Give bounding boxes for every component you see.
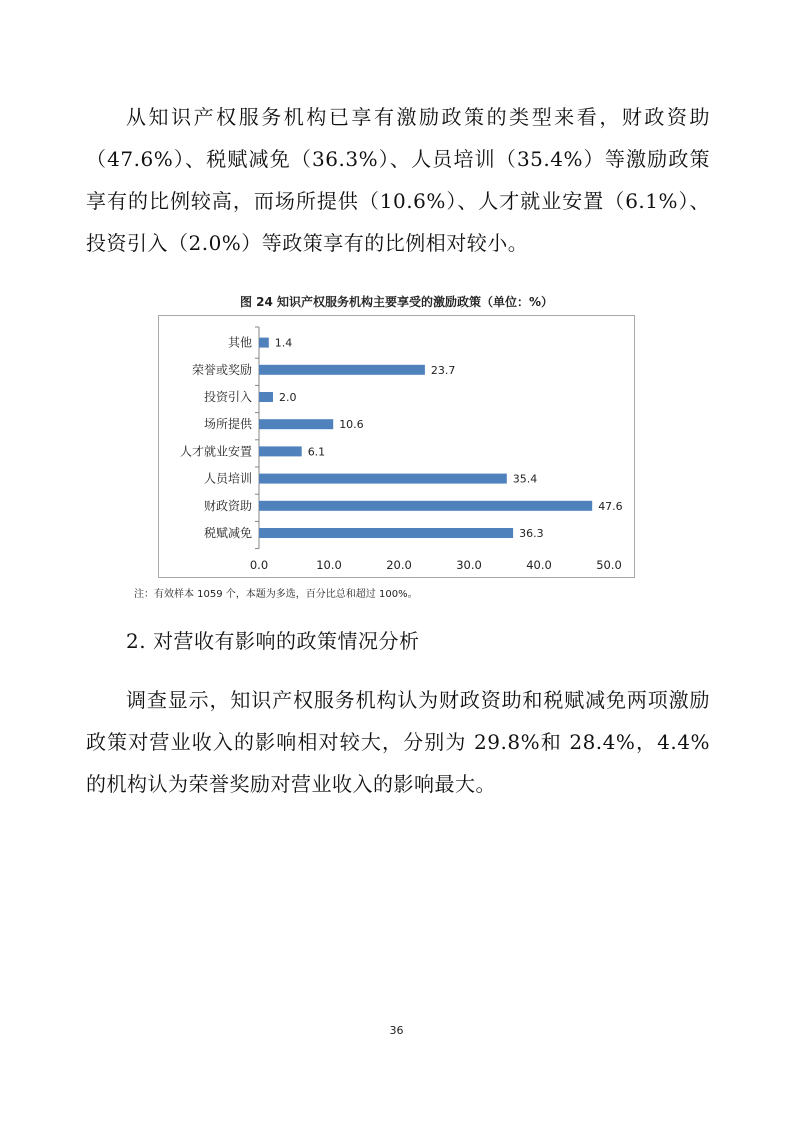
chart-title: 图 24 知识产权服务机构主要享受的激励政策（单位：%）: [239, 295, 554, 309]
value-label: 10.6: [339, 418, 364, 432]
x-tick-label: 0.0: [249, 558, 269, 572]
x-tick-label: 20.0: [386, 558, 412, 572]
value-label: 2.0: [279, 391, 297, 404]
bar-6: [259, 501, 592, 511]
bar-0: [259, 338, 269, 348]
category-label: 投资引入: [203, 390, 252, 404]
bar-chart-svg: [159, 316, 634, 577]
bar-5: [259, 474, 507, 484]
category-label: 场所提供: [203, 417, 252, 432]
value-label: 1.4: [274, 336, 293, 350]
value-label: 35.4: [512, 472, 538, 486]
bar-3: [259, 419, 333, 429]
x-tick-label: 40.0: [526, 558, 552, 572]
x-tick-label: 50.0: [596, 558, 622, 572]
bar-chart: [158, 315, 635, 578]
category-label: 人才就业安置: [179, 444, 252, 459]
bar-2: [259, 392, 273, 402]
category-label: 荣誉或奖励: [191, 362, 252, 377]
section-heading: 2. 对营收有影响的政策情况分析: [126, 629, 420, 653]
survey-paragraph: 调查显示，知识产权服务机构认为财政资助和税赋减免两项激励政策对营业收入的影响相对较大，分别为 29.8%和 28.4%，4.4%的机构认为荣誉奖励对营业收入的影响最大。: [86, 688, 710, 796]
intro-paragraph: 从知识产权服务机构已享有激励政策的类型来看，财政资助（47.6%）、税赋减免（36.3%）、人员培训（35.4%）等激励政策享有的比例较高，而场所提供（10.6%）、人才就业安置（6.1%）、投资引入（2.0%）等政策享有的比例相对较小。: [86, 105, 710, 255]
category-label: 税赋减免: [203, 526, 252, 540]
category-label: 其他: [227, 335, 252, 350]
value-label: 6.1: [307, 445, 326, 459]
value-label: 23.7: [430, 363, 456, 377]
value-label: 47.6: [598, 499, 623, 513]
bar-4: [259, 446, 302, 456]
category-label: 财政资助: [203, 498, 252, 513]
x-tick-label: 30.0: [456, 558, 482, 572]
value-label: 36.3: [519, 527, 544, 540]
page-number: 36: [389, 1024, 404, 1037]
chart-note: 注：有效样本 1059 个，本题为多选，百分比总和超过 100%。: [134, 589, 418, 600]
x-tick-label: 10.0: [316, 558, 342, 572]
category-label: 人员培训: [203, 471, 252, 486]
bar-1: [259, 365, 425, 375]
bar-7: [259, 528, 513, 538]
